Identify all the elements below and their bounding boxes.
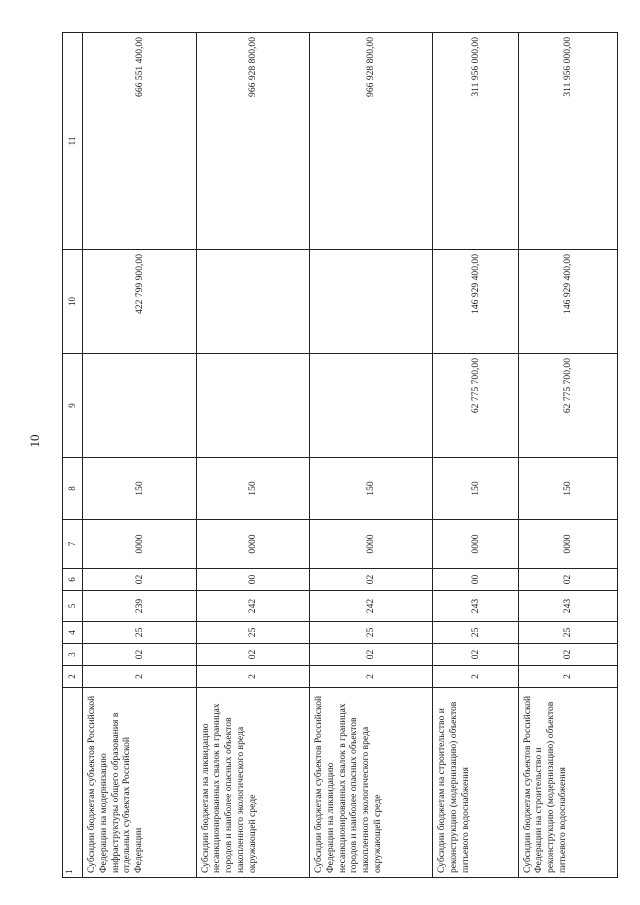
row-description: Субсидии бюджетам субъектов Российской Федерации на строительство и реконструкцию (модернизацию) объектов питьевого водоснабжения	[518, 688, 617, 878]
rotated-budget-table	[62, 33, 618, 878]
table-row	[83, 33, 197, 878]
budget-code-cell: 239	[83, 591, 197, 622]
budget-code-cell: 2	[83, 666, 197, 688]
budget-code-cell: 02	[83, 569, 197, 591]
budget-code-cell: 150	[518, 458, 617, 520]
column-number: 9	[63, 354, 83, 458]
column-number-row	[63, 33, 83, 878]
amount-cell: 62 775 700,00	[433, 354, 518, 458]
amount-cell	[83, 354, 197, 458]
table-row	[196, 33, 310, 878]
budget-code-cell: 0000	[433, 520, 518, 569]
budget-code-cell: 0000	[310, 520, 433, 569]
column-number: 11	[63, 33, 83, 250]
column-number: 1	[63, 688, 83, 878]
budget-code-cell: 243	[433, 591, 518, 622]
budget-code-cell: 0000	[518, 520, 617, 569]
budget-code-cell: 243	[518, 591, 617, 622]
amount-cell: 966 928 800,00	[196, 33, 310, 250]
row-description: Субсидии бюджетам субъектов Российской Федерации на модернизацию инфраструктуры общего образования в отдельных субъектах Российской Федерации	[83, 688, 197, 878]
column-number: 4	[63, 622, 83, 644]
budget-code-cell: 25	[83, 622, 197, 644]
budget-code-cell: 25	[196, 622, 310, 644]
budget-code-cell: 25	[433, 622, 518, 644]
column-number: 8	[63, 458, 83, 520]
budget-code-cell: 25	[518, 622, 617, 644]
budget-code-cell: 2	[518, 666, 617, 688]
budget-code-cell: 242	[310, 591, 433, 622]
row-description: Субсидии бюджетам на ликвидацию несанкционированных свалок в границах городов и наиболее опасных объектов накопленного экологического вреда окружающей среде	[196, 688, 310, 878]
budget-code-cell: 2	[310, 666, 433, 688]
table-row	[433, 33, 518, 878]
amount-cell: 311 956 000,00	[518, 33, 617, 250]
budget-code-cell: 02	[518, 644, 617, 666]
budget-code-cell: 0000	[83, 520, 197, 569]
budget-code-cell: 150	[83, 458, 197, 520]
column-number: 5	[63, 591, 83, 622]
row-description: Субсидии бюджетам на строительство и реконструкцию (модернизацию) объектов питьевого водоснабжения	[433, 688, 518, 878]
budget-table	[62, 32, 618, 878]
budget-code-cell: 00	[433, 569, 518, 591]
column-number: 2	[63, 666, 83, 688]
budget-code-cell: 150	[196, 458, 310, 520]
column-number: 3	[63, 644, 83, 666]
table-row	[310, 33, 433, 878]
budget-code-cell: 02	[196, 644, 310, 666]
amount-cell: 666 551 400,00	[83, 33, 197, 250]
amount-cell	[310, 250, 433, 354]
amount-cell: 146 929 400,00	[433, 250, 518, 354]
budget-code-cell: 02	[518, 569, 617, 591]
amount-cell: 62 775 700,00	[518, 354, 617, 458]
budget-code-cell: 02	[310, 644, 433, 666]
page-number: 10	[27, 434, 42, 448]
amount-cell: 146 929 400,00	[518, 250, 617, 354]
budget-code-cell: 02	[83, 644, 197, 666]
budget-code-cell: 2	[433, 666, 518, 688]
budget-code-cell: 150	[310, 458, 433, 520]
amount-cell	[196, 354, 310, 458]
amount-cell: 311 956 000,00	[433, 33, 518, 250]
column-number: 7	[63, 520, 83, 569]
budget-code-cell: 242	[196, 591, 310, 622]
row-description: Субсидии бюджетам субъектов Российской Федерации на ликвидацию несанкционированных свалок в границах городов и наиболее опасных объектов накопленного экологического вреда окружающей среде	[310, 688, 433, 878]
amount-cell	[196, 250, 310, 354]
table-row	[518, 33, 617, 878]
budget-code-cell: 0000	[196, 520, 310, 569]
amount-cell	[310, 354, 433, 458]
amount-cell: 966 928 800,00	[310, 33, 433, 250]
budget-code-cell: 02	[433, 644, 518, 666]
budget-code-cell: 150	[433, 458, 518, 520]
budget-code-cell: 2	[196, 666, 310, 688]
column-number: 10	[63, 250, 83, 354]
budget-code-cell: 25	[310, 622, 433, 644]
budget-code-cell: 02	[310, 569, 433, 591]
budget-code-cell: 00	[196, 569, 310, 591]
amount-cell: 422 799 900,00	[83, 250, 197, 354]
column-number: 6	[63, 569, 83, 591]
